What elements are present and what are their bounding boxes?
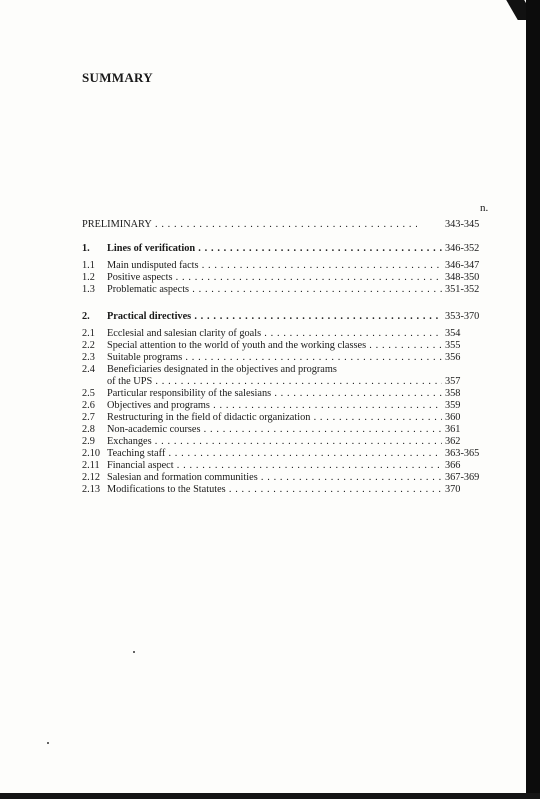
entry-text: Positive aspects . . . [107,271,442,285]
entry-number: 2.13 [82,484,101,495]
entry-text: Ecclesial and salesian clarity of goals . . . [107,327,442,341]
entry-pages: 355 [445,340,461,351]
entry-number: 1.2 [82,272,95,283]
entry-number: 2.4 [82,364,95,375]
entry-pages: 358 [445,388,461,399]
entry-pages: 362 [445,436,461,447]
entry-text: Particular responsibility of the salesians . . . [107,387,442,401]
entry-number: 2.10 [82,448,101,459]
section-number: 2. [82,311,90,322]
entry-text: Restructuring in the field of didactic organization . . . [107,411,442,425]
entry-pages: 367-369 [445,472,480,483]
entry-pages: 357 [445,376,461,387]
toc-entry[interactable] [82,283,512,297]
entry-number: 2.5 [82,388,95,399]
toc-section-1[interactable] [82,242,512,256]
page-bottom-edge [0,793,540,799]
toc-entry[interactable] [82,483,512,497]
speck [47,742,49,744]
entry-pages: 346-347 [445,260,480,271]
toc-entry-pages: 343-345 [445,219,480,230]
section-pages: 353-370 [445,311,480,322]
entry-text-continuation: of the UPS . . . [107,375,442,389]
section-title: Lines of verification . . . [107,242,442,256]
entry-pages: 361 [445,424,461,435]
entry-text: Teaching staff . . . [107,447,442,461]
entry-number: 2.8 [82,424,95,435]
book-spine-shadow [526,0,540,799]
entry-number: 2.3 [82,352,95,363]
entry-text: Objectives and programs . . . [107,399,442,413]
entry-number: 1.3 [82,284,95,295]
entry-number: 2.12 [82,472,101,483]
speck [133,651,135,653]
toc-entry-preliminary[interactable] [82,218,512,232]
entry-number: 2.1 [82,328,95,339]
entry-number: 2.11 [82,460,100,471]
toc-section-2[interactable] [82,310,512,324]
entry-pages: 370 [445,484,461,495]
entry-text: Non-academic courses . . . [107,423,442,437]
entry-text: Modifications to the Statutes . . . [107,483,442,497]
page-number-column-header: n. [480,202,489,214]
section-title: Practical directives . . . [107,310,442,324]
entry-number: 2.2 [82,340,95,351]
entry-text: Beneficiaries designated in the objectives and programs [107,364,337,375]
entry-number: 1.1 [82,260,95,271]
entry-pages: 366 [445,460,461,471]
entry-number: 2.7 [82,412,95,423]
section-number: 1. [82,243,90,254]
entry-pages: 351-352 [445,284,480,295]
entry-text: Special attention to the world of youth and the working classes . . . [107,339,442,353]
entry-pages: 348-350 [445,272,480,283]
entry-number: 2.9 [82,436,95,447]
entry-text: Main undisputed facts . . . [107,259,442,273]
page-title: SUMMARY [82,70,153,85]
entry-text: Problematic aspects . . . [107,283,442,297]
entry-pages: 363-365 [445,448,480,459]
entry-pages: 360 [445,412,461,423]
entry-text: Exchanges . . . [107,435,442,449]
entry-text: Salesian and formation communities . . . [107,471,442,485]
entry-pages: 354 [445,328,461,339]
section-pages: 346-352 [445,243,480,254]
entry-number: 2.6 [82,400,95,411]
entry-pages: 356 [445,352,461,363]
entry-pages: 359 [445,400,461,411]
entry-text: Financial aspect . . . [107,459,442,473]
entry-text: Suitable programs . . . [107,351,442,365]
toc-entry-text: PRELIMINARY . . . [82,218,417,232]
